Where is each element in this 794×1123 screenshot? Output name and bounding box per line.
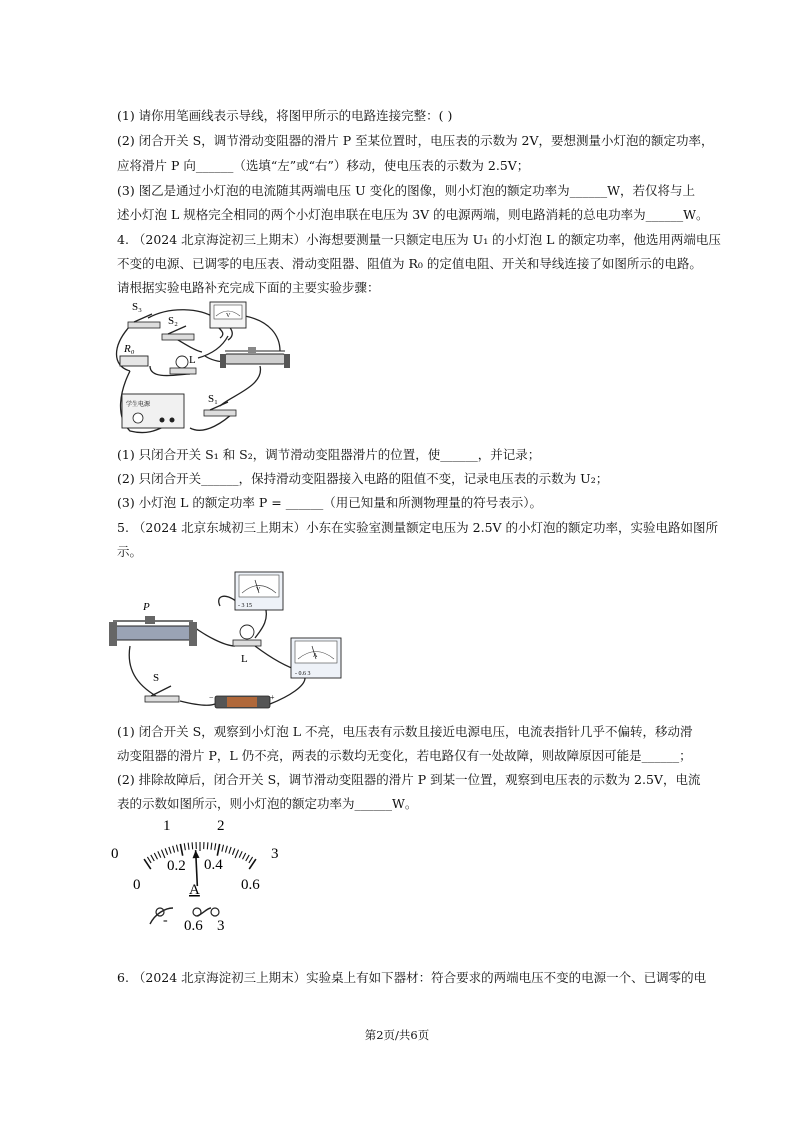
dial-tick (176, 845, 178, 852)
dial-tick (169, 847, 171, 854)
dial-tick (158, 851, 161, 857)
q4-step2: (2) 只闭合开关______，保持滑动变阻器接入电路的阻值不变，记录电压表的示数为 U₂； (117, 471, 609, 486)
dial-top-label-0: 0 (111, 846, 119, 862)
q4-desc: 不变的电源、已调零的电压表、滑动变阻器、阻值为 R₀ 的定值电阻、开关和导线连接了如图所示的电路。 (117, 256, 702, 271)
slider-p-label: P (143, 601, 150, 613)
dial-tick (246, 855, 249, 861)
s1-label: S₁ (208, 393, 218, 405)
ammeter-dial-figure (105, 812, 295, 932)
dial-tick (192, 842, 193, 849)
dial-top-label-2: 2 (217, 818, 225, 834)
dial-bottom-label-2: 0.4 (204, 857, 223, 873)
dial-tick (222, 845, 224, 852)
dial-tick (235, 850, 238, 858)
dial-top-label-3: 3 (271, 846, 279, 862)
ammeter-scale: - 0.6 3 (295, 671, 311, 677)
dial-tick (161, 850, 164, 858)
s2-label: S₂ (168, 315, 178, 327)
q4-title: 4. （2024 北京海淀初三上期末）小海想要测量一只额定电压为 U₁ 的小灯泡 L 的额定功率，他选用两端电压 (117, 232, 721, 247)
dial-tick (207, 842, 208, 849)
terminal-label-06: 0.6 (184, 918, 203, 932)
dial-needle (193, 850, 200, 886)
voltmeter-scale: - 3 15 (238, 603, 252, 609)
dial-ticks (144, 842, 256, 869)
dial-tick (215, 843, 216, 850)
dial-tick (211, 843, 212, 850)
dial-tick (217, 844, 219, 856)
svg-text:+: + (270, 693, 275, 702)
q3-step2: (2) 闭合开关 S，调节滑动变阻器的滑片 P 至某位置时，电压表的示数为 2V，要想测量小灯泡的额定功率， (117, 133, 714, 148)
q4-step3: (3) 小灯泡 L 的额定功率 P = ______（用已知量和所测物理量的符号表示）。 (117, 495, 542, 510)
dial-tick (229, 847, 231, 854)
dial-bottom-label-1: 0.2 (167, 858, 186, 874)
q5-title-cont: 示。 (117, 544, 143, 559)
dial-tick (180, 844, 182, 856)
dial-tick (232, 848, 234, 855)
q3-step3: (3) 图乙是通过小灯泡的电流随其两端电压 U 变化的图像，则小灯泡的额定功率为______W，若仅将与上 (117, 183, 696, 198)
dial-tick (147, 857, 151, 863)
voltmeter-letter: V (256, 587, 261, 593)
q5-step1-cont: 动变阻器的滑片 P，L 仍不亮，两表的示数均无变化，若电路仅有一处故障，则故障原因可能是______； (117, 748, 692, 763)
q5-title: 5. （2024 北京东城初三上期末）小东在实验室测量额定电压为 2.5V 的小灯泡的额定功率，实验电路如图所 (117, 520, 719, 535)
q3-step3-cont: 述小灯泡 L 规格完全相同的两个小灯泡串联在电压为 3V 的电源两端，则电路消耗的总电功率为______W。 (117, 207, 709, 222)
ammeter-letter: A (313, 653, 318, 659)
voltmeter-letter: V (226, 313, 231, 319)
dial-tick (184, 843, 185, 850)
dial-tick (249, 857, 253, 863)
q4-step1: (1) 只闭合开关 S₁ 和 S₂，调节滑动变阻器滑片的位置，使______，并记录； (117, 447, 541, 462)
dial-tick (243, 853, 246, 859)
needle-head (193, 850, 200, 858)
svg-text:−: − (209, 693, 214, 702)
dial-bottom-label-0: 0 (133, 877, 141, 893)
q3-step2-cont: 应将滑片 P 向______（选填“左”或“右”）移动，使电压表的示数为 2.5V； (117, 158, 530, 173)
terminal-3-icon (211, 908, 219, 916)
lamp-label: L (241, 653, 248, 665)
q6-title: 6. （2024 北京海淀初三上期末）实验桌上有如下器材：符合要求的两端电压不变的电源一个、已调零的电 (117, 970, 707, 985)
q5-step2: (2) 排除故障后，闭合开关 S，调节滑动变阻器的滑片 P 到某一位置，观察到电压表的示数为 2.5V，电流 (117, 772, 701, 787)
dial-tick (173, 846, 175, 853)
q5-step1: (1) 闭合开关 S，观察到小灯泡 L 不亮，电压表有示数且接近电源电压，电流表指针几乎不偏转，移动滑 (117, 724, 693, 739)
q5-circuit-figure (105, 566, 355, 712)
dial-tick (154, 853, 157, 859)
dial-tick (188, 843, 189, 850)
q5-step2-cont: 表的示数如图所示，则小灯泡的额定功率为______W。 (117, 796, 418, 811)
page-footer: 第2页/共6页 (364, 1028, 430, 1042)
dial-top-label-1: 1 (163, 818, 171, 834)
dial-tick (151, 855, 154, 861)
q4-circuit-figure (110, 296, 310, 436)
dial-tick (165, 848, 167, 855)
dial-tick (239, 851, 242, 857)
switch-s-label: S (153, 672, 160, 684)
terminal-label-negative: - (163, 913, 168, 928)
r0-label: R₀ (124, 343, 135, 355)
dial-unit: A (189, 882, 200, 898)
dial-tick (225, 846, 227, 853)
terminal-label-3: 3 (217, 918, 225, 932)
dial-bottom-label-3: 0.6 (241, 877, 260, 893)
power-supply-label: 学生电源 (126, 402, 151, 408)
lamp-label: L (189, 354, 196, 366)
q4-prompt: 请根据实验电路补充完成下面的主要实验步骤： (117, 280, 380, 295)
q3-step1: (1) 请你用笔画线表示导线，将图甲所示的电路连接完整：( ) (117, 108, 453, 123)
s3-label: S₃ (132, 301, 142, 313)
